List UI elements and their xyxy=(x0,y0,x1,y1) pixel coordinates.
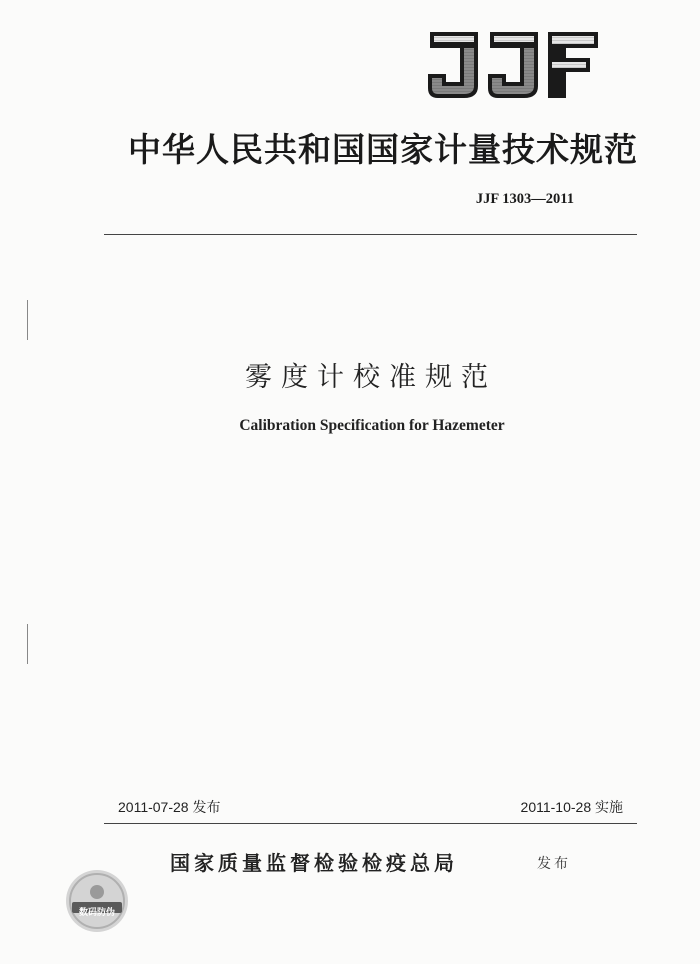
standard-number: JJF 1303—2011 xyxy=(475,191,574,207)
document-subtitle: Calibration Specification for Hazemeter xyxy=(239,417,505,434)
header-divider xyxy=(104,234,637,235)
document-title: 雾度计校准规范 xyxy=(245,362,497,393)
seal-label: 数码防伪 xyxy=(78,908,115,918)
jjf-logo xyxy=(424,28,600,102)
publisher-name: 国家质量监督检验检疫总局 xyxy=(170,851,458,875)
series-title: 中华人民共和国国家计量技术规范 xyxy=(128,130,638,169)
logo-letter-j2 xyxy=(488,32,538,98)
issue-date: 2011-07-28 发布 xyxy=(118,799,221,815)
scan-mark xyxy=(27,300,28,340)
logo-letter-j1 xyxy=(428,32,478,98)
implementation-date: 2011-10-28 实施 xyxy=(520,799,623,815)
anti-counterfeit-seal xyxy=(64,868,130,934)
publish-label: 发布 xyxy=(537,856,571,872)
scan-mark xyxy=(27,624,28,664)
footer-divider xyxy=(104,823,637,824)
logo-letter-f xyxy=(548,32,598,98)
